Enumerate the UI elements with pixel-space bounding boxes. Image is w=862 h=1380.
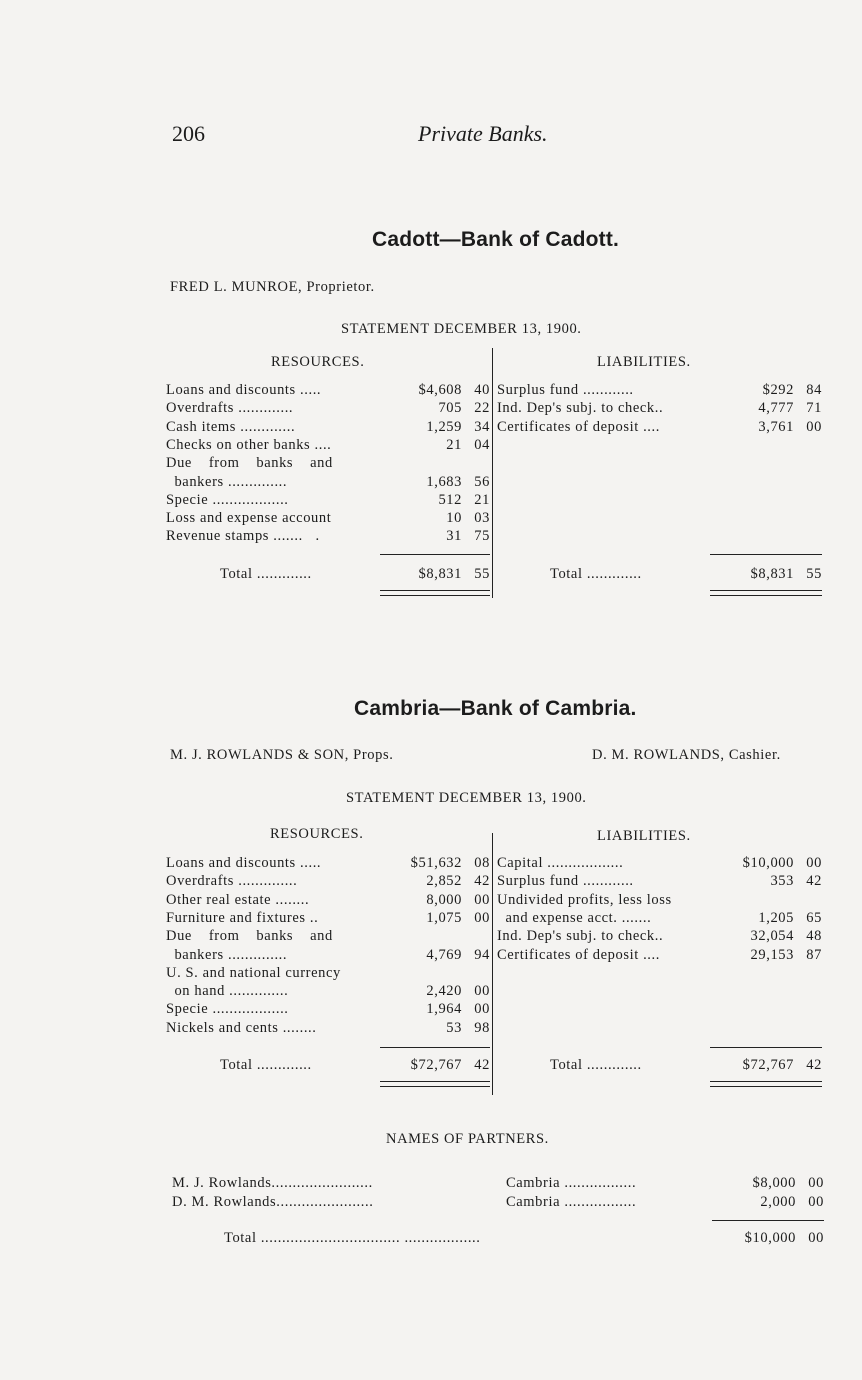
amount-dollars: 1,964 [426, 1001, 462, 1018]
ledger-label: bankers .............. [166, 946, 288, 963]
amount-dollars: $8,831 [750, 566, 794, 582]
partners-total-label: Total ................................. .................. [224, 1230, 481, 1246]
amount-cents: 94 [474, 946, 490, 963]
bank2-title: Cambria—Bank of Cambria. [354, 697, 637, 720]
ledger-label: Overdrafts .............. [166, 873, 298, 890]
amount-cents: 42 [806, 1057, 822, 1073]
ledger-row [166, 1019, 492, 1037]
amount-dollars: 32,054 [750, 928, 794, 945]
bank1-res-total-label: Total ............. [220, 566, 312, 582]
amount-cents: 00 [808, 1194, 824, 1210]
bank2-liab-double-rule [710, 1081, 822, 1087]
ledger-row [166, 891, 492, 909]
bank1-liab-double-rule [710, 590, 822, 596]
ledger-row [497, 399, 822, 417]
amount-dollars: $51,632 [410, 855, 462, 871]
ledger-row [497, 909, 822, 927]
ledger-row [166, 927, 492, 945]
bank2-resources-heading: RESOURCES. [270, 826, 364, 842]
partner-row [172, 1193, 824, 1211]
ledger-row [166, 454, 492, 472]
bank1-liabilities-heading: LIABILITIES. [597, 354, 691, 370]
bank2-cashier: D. M. ROWLANDS, Cashier. [592, 747, 781, 763]
ledger-label: Specie .................. [166, 1001, 289, 1018]
bank2-liab-total-rule [710, 1047, 822, 1048]
amount-cents: 00 [474, 909, 490, 926]
ledger-label: Ind. Dep's subj. to check.. [497, 928, 664, 945]
amount-cents: 75 [474, 528, 490, 545]
ledger-label: Capital .................. [497, 855, 624, 871]
amount-cents: 00 [806, 418, 822, 435]
ledger-label: Loss and expense account [166, 510, 332, 527]
ledger-row [166, 491, 492, 509]
amount-dollars: 8,000 [426, 891, 462, 908]
ledger-row [497, 381, 822, 399]
ledger-row [166, 399, 492, 417]
amount-dollars: 29,153 [750, 946, 794, 963]
ledger-row [166, 418, 492, 436]
amount-dollars: $292 [762, 382, 794, 398]
ledger-row [166, 854, 492, 872]
amount-dollars: 1,205 [758, 909, 794, 926]
ledger-row [497, 872, 822, 890]
partners-total-rule [712, 1220, 824, 1221]
ledger-label: Other real estate ........ [166, 891, 310, 908]
ledger-row [166, 509, 492, 527]
bank1-liab-total [710, 565, 822, 583]
ledger-label: Furniture and fixtures .. [166, 909, 319, 926]
amount-cents: 34 [474, 418, 490, 435]
ledger-row [166, 946, 492, 964]
ledger-row [497, 854, 822, 872]
amount-dollars: $10,000 [742, 855, 794, 871]
ledger-label: Ind. Dep's subj. to check.. [497, 400, 664, 417]
ledger-label: Specie .................. [166, 491, 289, 508]
amount-cents: 48 [806, 928, 822, 945]
amount-cents: 22 [474, 400, 490, 417]
amount-cents: 42 [474, 873, 490, 890]
ledger-row [166, 1000, 492, 1018]
amount-dollars: 21 [446, 436, 462, 453]
partner-name: D. M. Rowlands....................... [172, 1194, 374, 1210]
partner-place: Cambria ................. [506, 1194, 637, 1210]
bank2-liab-total [710, 1056, 822, 1074]
bank2-res-total [380, 1056, 490, 1074]
amount-cents: 65 [806, 909, 822, 926]
ledger-row [166, 527, 492, 545]
amount-dollars: 3,761 [758, 418, 794, 435]
bank2-proprietors: M. J. ROWLANDS & SON, Props. [170, 747, 394, 763]
ledger-row [166, 436, 492, 454]
amount-cents: 21 [474, 491, 490, 508]
amount-dollars: $8,000 [752, 1175, 796, 1191]
bank2-res-double-rule [380, 1081, 490, 1087]
ledger-label: Surplus fund ............ [497, 873, 634, 890]
amount-dollars: 512 [438, 491, 462, 508]
partner-name: M. J. Rowlands........................ [172, 1175, 373, 1191]
bank1-res-total-rule [380, 554, 490, 555]
amount-dollars: $10,000 [744, 1230, 796, 1246]
ledger-row [166, 982, 492, 1000]
ledger-label: bankers .............. [166, 473, 288, 490]
amount-dollars: 4,769 [426, 946, 462, 963]
ledger-label: Loans and discounts ..... [166, 855, 322, 871]
amount-dollars: $8,831 [418, 566, 462, 582]
ledger-row [166, 381, 492, 399]
ledger-row [497, 418, 822, 436]
amount-cents: 04 [474, 436, 490, 453]
ledger-label: Due from banks and [166, 455, 333, 472]
amount-cents: 40 [474, 382, 490, 398]
amount-cents: 55 [806, 566, 822, 582]
amount-cents: 00 [474, 1001, 490, 1018]
bank2-column-divider [492, 833, 493, 1095]
ledger-label: U. S. and national currency [166, 964, 341, 981]
ledger-label: Surplus fund ............ [497, 382, 634, 398]
bank1-resources-heading: RESOURCES. [271, 354, 365, 370]
amount-cents: 98 [474, 1019, 490, 1036]
running-title: Private Banks. [418, 121, 548, 146]
amount-dollars: 10 [446, 510, 462, 527]
ledger-label: Overdrafts ............. [166, 400, 294, 417]
partners-heading: NAMES OF PARTNERS. [386, 1131, 549, 1147]
amount-cents: 87 [806, 946, 822, 963]
amount-cents: 00 [808, 1230, 824, 1246]
bank2-res-total-label: Total ............. [220, 1057, 312, 1073]
bank1-liab-total-label: Total ............. [550, 566, 642, 582]
amount-cents: 00 [808, 1175, 824, 1191]
ledger-label: Certificates of deposit .... [497, 418, 660, 435]
partner-place: Cambria ................. [506, 1175, 637, 1191]
amount-dollars: 705 [438, 400, 462, 417]
bank2-liab-total-label: Total ............. [550, 1057, 642, 1073]
amount-dollars: 53 [446, 1019, 462, 1036]
bank1-title: Cadott—Bank of Cadott. [372, 228, 620, 251]
amount-dollars: $72,767 [410, 1057, 462, 1073]
amount-dollars: 4,777 [758, 400, 794, 417]
bank2-liabilities-heading: LIABILITIES. [597, 828, 691, 844]
amount-cents: 56 [474, 473, 490, 490]
ledger-label: Loans and discounts ..... [166, 382, 322, 398]
amount-dollars: $72,767 [742, 1057, 794, 1073]
ledger-row [497, 946, 822, 964]
bank2-res-total-rule [380, 1047, 490, 1048]
amount-dollars: 1,683 [426, 473, 462, 490]
bank1-column-divider [492, 348, 493, 598]
bank1-res-total [380, 565, 490, 583]
bank1-liab-total-rule [710, 554, 822, 555]
amount-cents: 84 [806, 382, 822, 398]
amount-dollars: 2,852 [426, 873, 462, 890]
amount-dollars: $4,608 [418, 382, 462, 398]
ledger-label: and expense acct. ....... [497, 909, 652, 926]
amount-cents: 08 [474, 855, 490, 871]
ledger-row [166, 964, 492, 982]
ledger-row [497, 891, 822, 909]
page-number: 206 [172, 121, 205, 146]
bank1-proprietor: FRED L. MUNROE, Proprietor. [170, 279, 375, 295]
amount-dollars: 2,000 [760, 1194, 796, 1210]
ledger-label: Checks on other banks .... [166, 436, 332, 453]
amount-dollars: 2,420 [426, 983, 462, 1000]
ledger-label: Cash items ............. [166, 418, 296, 435]
amount-cents: 00 [806, 855, 822, 871]
amount-cents: 42 [474, 1057, 490, 1073]
bank1-res-double-rule [380, 590, 490, 596]
amount-dollars: 353 [770, 873, 794, 890]
bank1-statement-date: STATEMENT DECEMBER 13, 1900. [341, 321, 582, 337]
ledger-row [166, 909, 492, 927]
ledger-row [166, 872, 492, 890]
amount-dollars: 1,259 [426, 418, 462, 435]
partners-total [712, 1229, 824, 1247]
ledger-row [166, 473, 492, 491]
amount-cents: 03 [474, 510, 490, 527]
amount-dollars: 31 [446, 528, 462, 545]
amount-cents: 42 [806, 873, 822, 890]
amount-cents: 55 [474, 566, 490, 582]
ledger-label: Nickels and cents ........ [166, 1019, 317, 1036]
amount-dollars: 1,075 [426, 909, 462, 926]
ledger-label: Certificates of deposit .... [497, 946, 660, 963]
bank2-statement-date: STATEMENT DECEMBER 13, 1900. [346, 790, 587, 806]
amount-cents: 00 [474, 891, 490, 908]
ledger-label: Revenue stamps ....... . [166, 528, 320, 545]
amount-cents: 71 [806, 400, 822, 417]
ledger-label: on hand .............. [166, 983, 289, 1000]
ledger-label: Due from banks and [166, 928, 333, 945]
ledger-label: Undivided profits, less loss [497, 891, 672, 908]
partner-row [172, 1174, 824, 1192]
amount-cents: 00 [474, 983, 490, 1000]
ledger-row [497, 927, 822, 945]
